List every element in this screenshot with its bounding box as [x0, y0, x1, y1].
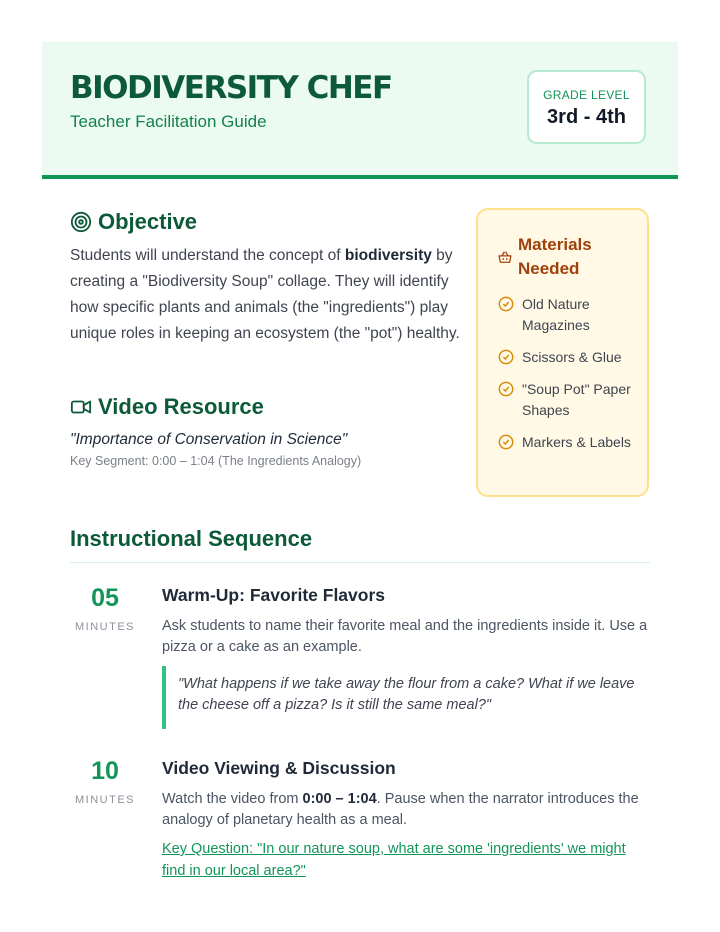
grade-level-card [527, 70, 646, 144]
check-circle-icon [498, 349, 514, 365]
grade-level-value: 3rd - 4th [547, 106, 626, 128]
step-minutes-unit: MINUTES [75, 794, 135, 806]
list-item [498, 294, 638, 336]
step-description-part: Watch the video from [162, 791, 303, 807]
check-circle-icon [498, 381, 514, 397]
list-item [498, 379, 638, 421]
objective-text [70, 243, 460, 347]
step-description: Ask students to name their favorite meal and the ingredients inside it. Use a pizza or a cake as an example. [162, 618, 648, 655]
step-title: Video Viewing & Discussion [162, 758, 396, 778]
key-question-link[interactable]: Key Question: "In our nature soup, what are some 'ingredients' we might find in our local area?" [162, 841, 626, 879]
grade-level-label: GRADE LEVEL [543, 88, 630, 102]
objective-text-part: Students will understand the concept of [70, 247, 345, 264]
step-timecode: 0:00 – 1:04 [302, 791, 377, 807]
materials-panel [476, 208, 649, 497]
video-camera-icon [70, 396, 92, 418]
objective-text-part: by creating a "Biodiversity Soup" collage. They will identify how specific plants and animals (the "ingredients") play unique roles in keeping an ecosystem (the "pot") healthy. [70, 247, 460, 342]
materials-heading [498, 233, 618, 281]
step-description-part: . Pause when the narrator introduces the analogy of planetary health as a meal. [162, 791, 639, 828]
divider [70, 562, 650, 563]
target-icon [70, 211, 92, 233]
video-resource-heading-text: Video Resource [98, 394, 264, 419]
sequence-heading: Instructional Sequence [70, 526, 313, 551]
page-title: BIODIVERSITY CHEF [70, 70, 392, 106]
video-resource-heading [70, 394, 264, 420]
step-quote: "What happens if we take away the flour from a cake? What if we leave the cheese off a pizza? Is it still the same meal?" [162, 666, 636, 729]
step-minutes: 05 [91, 584, 119, 612]
material-label: Markers & Labels [522, 434, 631, 450]
check-circle-icon [498, 434, 514, 450]
material-label: "Soup Pot" Paper Shapes [522, 381, 631, 418]
objective-heading [70, 209, 197, 235]
objective-keyword: biodiversity [344, 247, 432, 264]
step-description [162, 789, 652, 831]
basket-icon [498, 250, 512, 264]
video-title: "Importance of Conservation in Science" [70, 431, 348, 448]
list-item [498, 347, 638, 368]
materials-heading-text: Materials Needed [518, 235, 592, 278]
step-title: Warm-Up: Favorite Flavors [162, 585, 386, 605]
materials-list [498, 294, 638, 464]
material-label: Old Nature Magazines [522, 296, 590, 333]
video-segment: Key Segment: 0:00 – 1:04 (The Ingredients Analogy) [70, 454, 362, 468]
step-minutes-unit: MINUTES [75, 621, 135, 633]
step-minutes: 10 [91, 757, 119, 785]
check-circle-icon [498, 296, 514, 312]
header-banner [42, 42, 678, 179]
page-subtitle: Teacher Facilitation Guide [70, 112, 267, 131]
list-item [498, 432, 638, 453]
material-label: Scissors & Glue [522, 349, 622, 365]
objective-heading-text: Objective [98, 209, 198, 234]
